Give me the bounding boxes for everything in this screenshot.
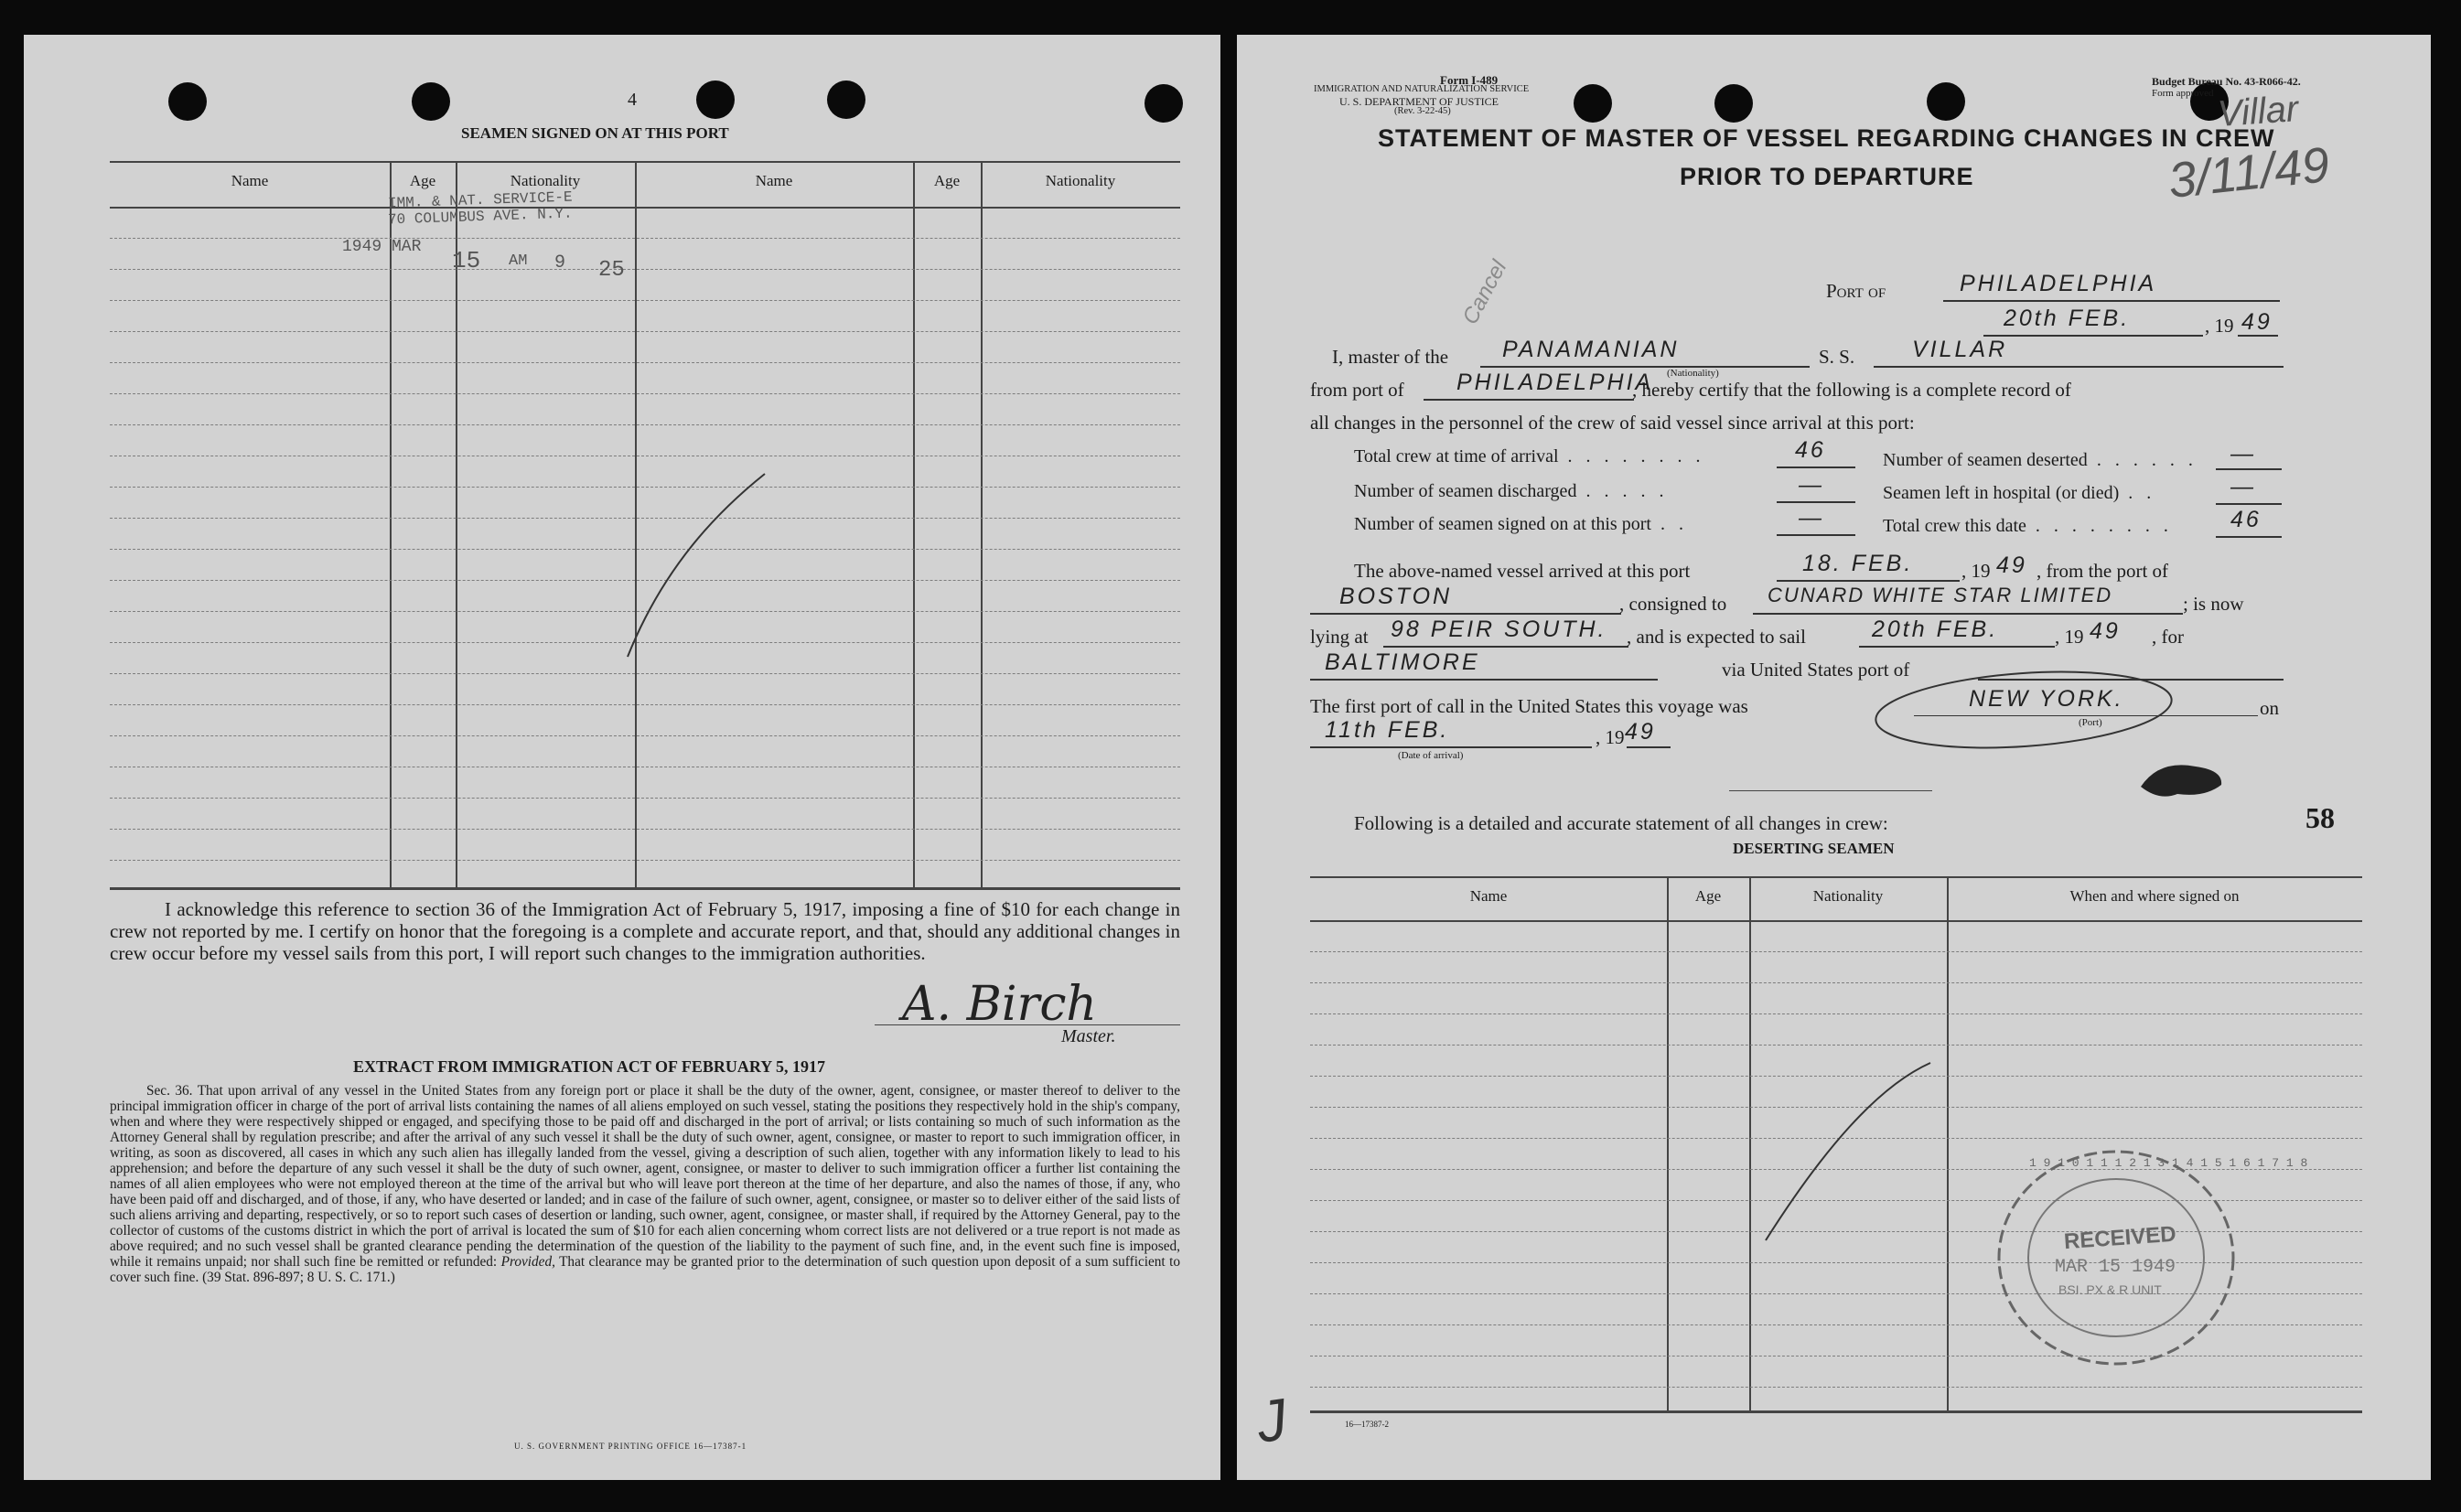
printer-imprint: 16—17387-2 xyxy=(1345,1420,1389,1429)
cancel-slash-mark xyxy=(1237,35,2431,1407)
section-title: SEAMEN SIGNED ON AT THIS PORT xyxy=(461,124,729,142)
budget-bureau: Budget Bureau No. 43-R066-42. xyxy=(2152,75,2301,88)
stat-deserted-value: — xyxy=(2230,441,2256,466)
via-label: via United States port of xyxy=(1722,659,1910,681)
column-header-signed-on: When and where signed on xyxy=(2069,887,2240,905)
printer-imprint: U. S. GOVERNMENT PRINTING OFFICE 16—17387-1 xyxy=(514,1442,747,1451)
stat-total-date-label: Total crew this date xyxy=(1883,516,2026,536)
first-port-label: The first port of call in the United States this voyage was xyxy=(1310,695,1748,717)
column-header-age: Age xyxy=(1694,887,1722,905)
stat-deserted: Number of seamen deserted . . . . . . xyxy=(1883,450,2198,470)
handwritten-corner-mark: J xyxy=(1252,1386,1291,1455)
port-value: PHILADELPHIA xyxy=(1960,271,2157,296)
sail-label: , and is expected to sail xyxy=(1627,626,1806,648)
received-stamp-ring-text: 1 9 1 0 1 1 1 2 1 3 1 4 1 5 1 6 1 7 1 8 xyxy=(2029,1156,2308,1170)
page-count: 58 xyxy=(2305,801,2335,834)
stat-total-date: Total crew this date . . . . . . . . xyxy=(1883,516,2173,536)
column-header-nationality: Nationality xyxy=(510,172,581,189)
port-label: Port of xyxy=(1826,280,1886,302)
extract-provided: Provided, xyxy=(500,1254,555,1270)
extract-text: That upon arrival of any vessel in the United States from any foreign port or place it shall be the duty of the owner, agent, consignee, or master thereof to deliver to the principal immigration officer in charge of the port of arrival lists containing the names of all aliens employed on such vessel, stating the positions they respectively hold in the ship's company, when and where they were respectively shipped or engaged, and specifying those to be paid off and discharged in the port of arrival; or lists containing so much of such information as the Attorney General shall by regulation prescribe; and after the arrival of any such vessel it shall be the duty of such owner, agent, consignee, or master to report to such immigration officer, in writing, as soon as discovered, all cases in which any such alien has illegally landed from the vessel, giving a description of such alien, together with any information likely to lead to his apprehension; and before the departure of any such vessel it shall be the duty of such owner, agent, consignee, or master to deliver to such immigration officer a further list containing the names of all alien employees who were not employed thereon at the time of the arrival but who will leave port thereon at the time of her departure, and also the names of those, if any, who have been paid off and discharged, and of those, if any, who have deserted or landed; and in case of the failure of such owner, agent, consignee, or master so to deliver either of the said lists of such aliens arriving and departing, respectively, or so to report such cases of desertion or landing, such owner, agent, consignee, or master shall, if required by the Attorney General, pay to the collector of customs of the customs district in which the port of arrival is located the sum of $10 for each alien concerning whom correct lists are not delivered or a true report is not made as above required; and no such vessel shall be granted clearance pending the determination of the question of the liability to the payment of such fine, and, in the event such fine is imposed, while it remains unpaid; nor shall such fine be remitted or refunded: xyxy=(110,1083,1180,1270)
sail-year-prefix: , 19 xyxy=(2055,626,2084,648)
date-caption: (Date of arrival) xyxy=(1398,750,1464,761)
sail-year: 49 xyxy=(2090,618,2121,644)
stat-total-arrival-label: Total crew at time of arrival xyxy=(1354,446,1559,466)
arrived-year: 49 xyxy=(1996,552,2027,578)
column-header-nationality: Nationality xyxy=(1045,172,1116,189)
margin-note: Cancel xyxy=(1457,256,1512,329)
acknowledgment-text: I acknowledge this reference to section 36 of the Immigration Act of February 5, 1917, imposing a fine of $10 for each change in crew not reported by me. I certify on honor that the foregoing is a complete and accurate report, and that, should any additional changes in crew occur before my vessel sails from this port, I will report such changes to the immigration authorities. xyxy=(110,898,1180,964)
column-header-name: Name xyxy=(755,172,793,189)
master-signature: A. Birch xyxy=(902,977,1097,1032)
extract-statute-block xyxy=(110,1083,1180,1285)
immigration-stamp-day: 15 xyxy=(452,247,481,274)
sail-value: 20th FEB. xyxy=(1872,617,1999,642)
immigration-stamp-hour: 9 xyxy=(554,252,566,273)
stat-signed-on-label: Number of seamen signed on at this port xyxy=(1354,514,1651,534)
year-value: 49 xyxy=(2241,309,2273,335)
extract-title: EXTRACT FROM IMMIGRATION ACT OF FEBRUARY 5, 1917 xyxy=(353,1057,826,1076)
received-stamp-unit: BSI. PX & R UNIT xyxy=(2058,1282,2162,1297)
arrived-label: The above-named vessel arrived at this port xyxy=(1354,560,1691,582)
stat-hospital: Seamen left in hospital (or died) . . xyxy=(1883,483,2156,503)
for-label: , for xyxy=(2152,626,2184,648)
column-header-age: Age xyxy=(409,172,436,189)
nationality-value: PANAMANIAN xyxy=(1502,337,1680,362)
nationality-caption: (Nationality) xyxy=(1667,368,1719,379)
extract-tail: That clearance may be granted prior to the determination of such question upon deposit of a sum sufficient to cover such fine. (39 Stat. 896-897; 8 U. S. C. 171.) xyxy=(110,1254,1180,1285)
stat-total-date-value: 46 xyxy=(2230,507,2262,532)
agency-name: IMMIGRATION AND NATURALIZATION SERVICE xyxy=(1314,84,1530,94)
right-page xyxy=(1237,35,2431,1480)
arrived-year-prefix: , 19 xyxy=(1961,560,1991,582)
handwritten-date-note: 3/11/49 xyxy=(2165,136,2332,209)
column-header-age: Age xyxy=(933,172,961,189)
column-header-name: Name xyxy=(1469,887,1508,905)
lying-value: 98 PEIR SOUTH. xyxy=(1391,617,1607,642)
consignee-value: CUNARD WHITE STAR LIMITED xyxy=(1768,584,2113,606)
column-header-nationality: Nationality xyxy=(1812,887,1884,905)
year-prefix: , 19 xyxy=(2205,315,2234,337)
stat-discharged: Number of seamen discharged . . . . . xyxy=(1354,481,1669,501)
cancel-slash-mark xyxy=(24,35,1220,949)
master-label: I, master of the xyxy=(1332,346,1449,368)
certify-text: , hereby certify that the following is a complete record of xyxy=(1632,379,2071,401)
destination-value: BALTIMORE xyxy=(1325,649,1480,675)
origin-value: BOSTON xyxy=(1339,584,1453,609)
form-title: STATEMENT OF MASTER OF VESSEL REGARDING CHANGES IN CREW xyxy=(1378,124,2275,152)
certify-text-2: all changes in the personnel of the crew of said vessel since arrival at this port: xyxy=(1310,412,1915,434)
immigration-stamp-address: 70 COLUMBUS AVE. N.Y. xyxy=(387,205,573,229)
first-date-value: 11th FEB. xyxy=(1325,717,1450,743)
immigration-stamp-am: AM xyxy=(509,252,528,270)
handwritten-vessel-note: Villar xyxy=(2216,88,2300,135)
vessel-value: VILLAR xyxy=(1912,337,2008,362)
stat-deserted-label: Number of seamen deserted xyxy=(1883,450,2088,470)
first-port-value: NEW YORK. xyxy=(1969,686,2124,712)
signature-label: Master. xyxy=(1061,1026,1116,1046)
extract-section: Sec. 36. xyxy=(146,1083,193,1099)
consigned-label: , consigned to xyxy=(1619,593,1727,615)
stat-hospital-label: Seamen left in hospital (or died) xyxy=(1883,483,2120,503)
received-stamp xyxy=(1993,1143,2308,1372)
stat-signed-on: Number of seamen signed on at this port . . xyxy=(1354,514,1688,534)
on-label: on xyxy=(2260,697,2279,719)
deserting-title: DESERTING SEAMEN xyxy=(1733,840,1895,857)
immigration-stamp-minute: 25 xyxy=(598,258,625,283)
ss-label: S. S. xyxy=(1819,346,1855,368)
date-value: 20th FEB. xyxy=(2004,306,2131,331)
stat-total-arrival: Total crew at time of arrival . . . . . . . . xyxy=(1354,446,1705,466)
column-header-name: Name xyxy=(231,172,269,189)
stat-hospital-value: — xyxy=(2230,474,2256,499)
page-number: 4 xyxy=(628,90,637,110)
stat-discharged-value: — xyxy=(1799,472,1824,498)
stat-signed-on-value: — xyxy=(1799,505,1824,531)
port-caption: (Port) xyxy=(2079,717,2102,728)
first-date-year-prefix: , 19 xyxy=(1596,726,1625,748)
from-port-of: , from the port of xyxy=(2037,560,2169,582)
form-number: Form I-489 xyxy=(1440,73,1499,87)
acknowledgment-block xyxy=(110,898,1180,964)
form-revision: (Rev. 3-22-45) xyxy=(1394,106,1451,116)
immigration-stamp-office: IMM. & NAT. SERVICE-E xyxy=(387,188,573,212)
immigration-stamp-date: 1949 MAR xyxy=(342,238,422,256)
stat-discharged-label: Number of seamen discharged xyxy=(1354,481,1577,501)
department-name: U. S. DEPARTMENT OF JUSTICE xyxy=(1339,95,1499,108)
received-stamp-date: MAR 15 1949 xyxy=(2055,1257,2176,1278)
arrived-value: 18. FEB. xyxy=(1802,551,1914,576)
following-label: Following is a detailed and accurate statement of all changes in crew: xyxy=(1354,812,1888,834)
form-subtitle: PRIOR TO DEPARTURE xyxy=(1680,163,1974,190)
first-date-year: 49 xyxy=(1625,719,1656,745)
is-now: ; is now xyxy=(2183,593,2244,615)
form-approved: Form approved xyxy=(2152,88,2214,99)
from-port-value: PHILADELPHIA xyxy=(1456,370,1654,395)
left-page xyxy=(24,35,1220,1480)
lying-label: lying at xyxy=(1310,626,1369,648)
from-port-label: from port of xyxy=(1310,379,1404,401)
stat-total-arrival-value: 46 xyxy=(1795,437,1826,463)
received-stamp-label: RECEIVED xyxy=(2063,1221,2177,1255)
